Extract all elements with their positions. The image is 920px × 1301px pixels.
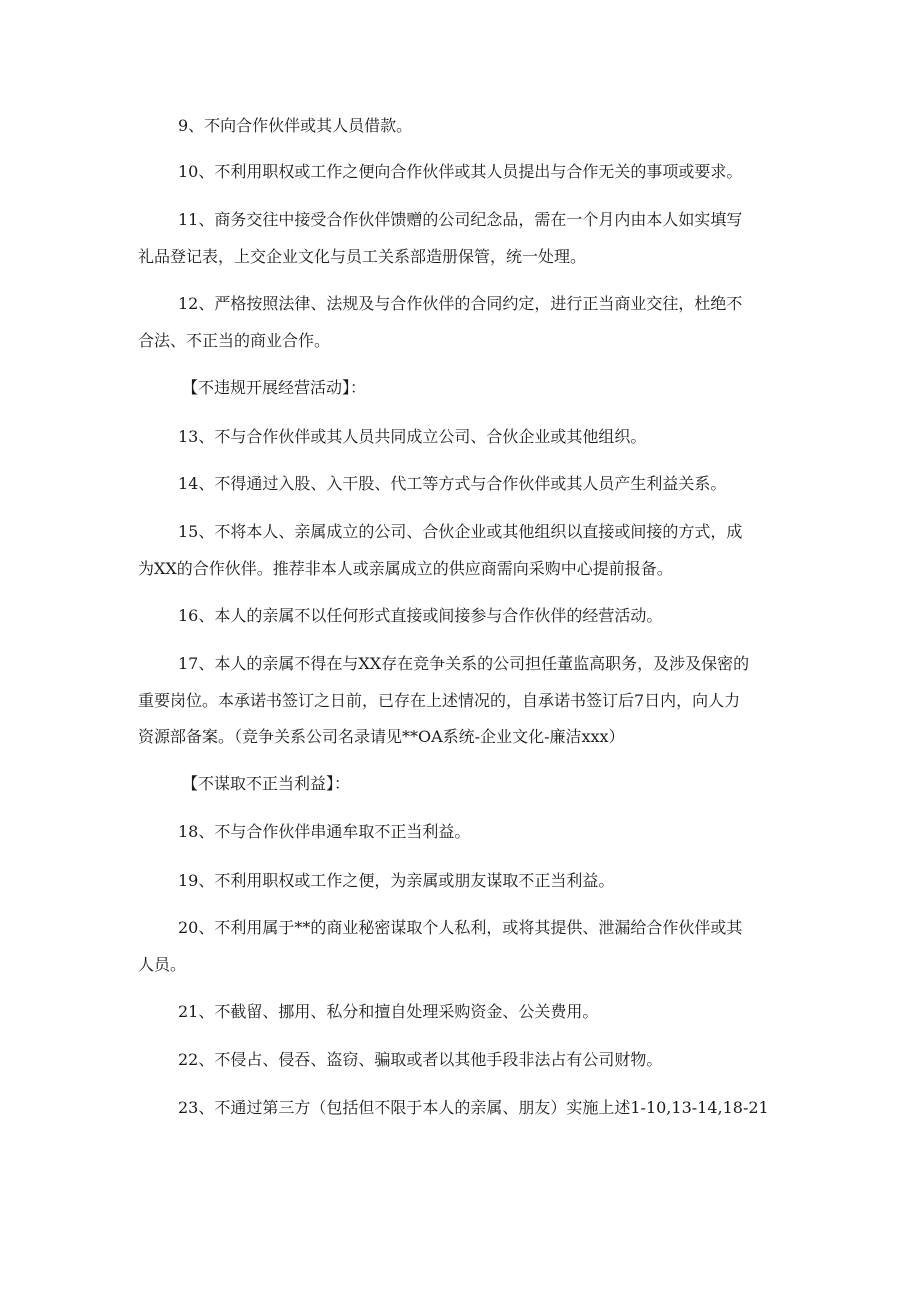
item-16-line-1: 16、本人的亲属不以任何形式直接或间接参与合作伙伴的经营活动。: [178, 606, 663, 625]
item-21-line-1: 21、不截留、挪用、私分和擅自处理采购资金、公关费用。: [178, 1002, 599, 1021]
item-19-line-1: 19、不利用职权或工作之便，为亲属或朋友谋取不正当利益。: [178, 871, 615, 890]
item-12-line-2: 合法、不正当的商业合作。: [138, 331, 331, 350]
section-heading-operations: 【不违规开展经营活动】：: [182, 378, 367, 397]
item-15-line-1: 15、不将本人、亲属成立的公司、合伙企业或其他组织以直接或间接的方式，成: [178, 522, 743, 541]
item-9-line-1: 9、不向合作伙伴或其人员借款。: [178, 116, 413, 135]
item-23-line-1: 23、不通过第三方（包括但不限于本人的亲属、朋友）实施上述1-10,13-14,18-21: [178, 1098, 769, 1117]
item-22-line-1: 22、不侵占、侵吞、盗窃、骗取或者以其他手段非法占有公司财物。: [178, 1050, 663, 1069]
item-20-line-1: 20、不利用属于**的商业秘密谋取个人私利，或将其提供、泄漏给合作伙伴或其: [178, 918, 743, 937]
item-15-line-2: 为XX的合作伙伴。推荐非本人或亲属成立的供应商需向采购中心提前报备。: [138, 559, 673, 578]
section-heading-benefits: 【不谋取不正当利益】：: [182, 774, 351, 793]
item-10-line-1: 10、不利用职权或工作之便向合作伙伴或其人员提出与合作无关的事项或要求。: [178, 162, 743, 181]
item-18-line-1: 18、不与合作伙伴串通牟取不正当利益。: [178, 822, 471, 841]
item-11-line-2: 礼品登记表，上交企业文化与员工关系部造册保管，统一处理。: [138, 247, 587, 266]
item-12-line-1: 12、严格按照法律、法规及与合作伙伴的合同约定，进行正当商业交往，杜绝不: [178, 294, 743, 313]
item-17-line-1: 17、本人的亲属不得在与XX存在竞争关系的公司担任董监高职务，及涉及保密的: [178, 654, 750, 673]
item-11-line-1: 11、商务交往中接受合作伙伴馈赠的公司纪念品，需在一个月内由本人如实填写: [178, 210, 743, 229]
item-13-line-1: 13、不与合作伙伴或其人员共同成立公司、合伙企业或其他组织。: [178, 427, 647, 446]
item-17-line-3: 资源部备案。（竞争关系公司名录请见**OA系统-企业文化-廉洁xxx）: [138, 727, 625, 746]
item-17-line-2: 重要岗位。本承诺书签订之日前，已存在上述情况的，自承诺书签订后7日内，向人力: [138, 691, 741, 710]
item-14-line-1: 14、不得通过入股、入干股、代工等方式与合作伙伴或其人员产生利益关系。: [178, 474, 727, 493]
item-20-line-2: 人员。: [138, 955, 187, 974]
